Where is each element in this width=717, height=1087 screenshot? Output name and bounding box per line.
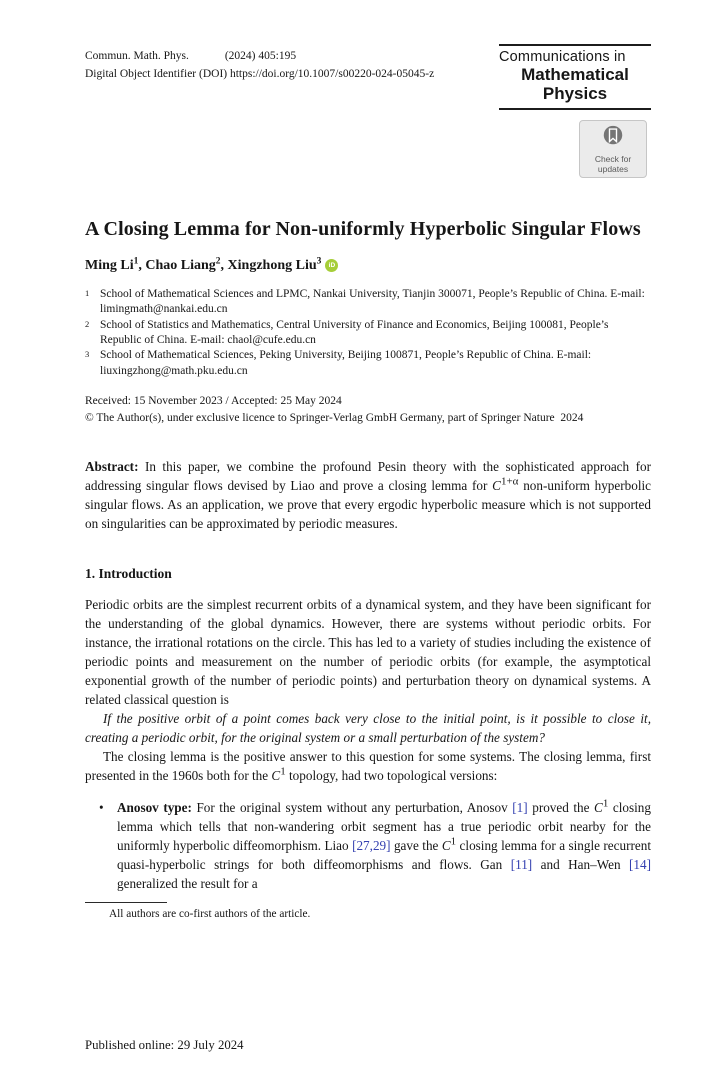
journal-logo: [499, 44, 651, 110]
citation-link[interactable]: [1]: [512, 799, 528, 815]
bookmark-icon: [601, 124, 625, 153]
journal-branding: [499, 44, 651, 178]
affiliation-number: 3: [85, 349, 90, 360]
author-names: Ming Li$^1$, Chao Liang$^2$, Xingzhong Liu$^3$: [85, 256, 322, 273]
check-for-updates-label: Check for updates: [594, 154, 632, 175]
citation-link[interactable]: [11]: [510, 856, 533, 872]
topological-versions-list: [85, 798, 651, 893]
affiliation-number: 2: [85, 318, 90, 329]
received-accepted-line: Received: 15 November 2023 / Accepted: 25 May 2024: [85, 395, 342, 408]
journal-reference-block: [85, 44, 434, 84]
footnote-block: [85, 902, 651, 920]
affiliation-item: [85, 287, 651, 318]
article-meta: [85, 393, 651, 426]
copyright-line: © The Author(s), under exclusive licence to Springer-Verlag GmbH Germany, part of Springer Nature 2024: [85, 411, 584, 424]
footnote-divider: [85, 902, 167, 903]
affiliation-text: School of Statistics and Mathematics, Central University of Finance and Economics, Beijing 100081, People’s Republic of China. E-mail: chaol@cufe.edu.cn: [100, 318, 609, 347]
citation-link[interactable]: [14]: [629, 856, 651, 872]
affiliation-text: School of Mathematical Sciences, Peking University, Beijing 100871, People’s Republic of China. E-mail: liuxingzhong@math.pku.edu.cn: [100, 349, 592, 377]
issue-reference: (2024) 405:195: [224, 50, 297, 62]
affiliation-item: [85, 348, 651, 379]
affiliations-list: [85, 287, 651, 379]
section-heading-introduction: 1. Introduction: [85, 565, 172, 581]
journal-reference-line: [85, 48, 434, 66]
affiliation-item: [85, 318, 651, 349]
footnote-text: All authors are co-first authors of the article.: [109, 907, 311, 920]
intro-question-paragraph: If the positive orbit of a point comes back very close to the initial point, is it possible to close it, creating a periodic orbit, for the original system or a small perturbation of the system?: [85, 710, 651, 745]
journal-abbrev: Commun. Math. Phys.: [85, 50, 189, 62]
journal-logo-line2: Mathematical: [521, 65, 629, 84]
intro-paragraph-1: Periodic orbits are the simplest recurrent orbits of a dynamical system, and they have been significant for the understanding of the global dynamics. However, there are systems without periodic orbits. For instance, the irrational rotations on the circle. This has led to a variety of studies including the existence of periodic points and measurement on the number of periodic orbits (for example, the asymptotical exponential growth of the number of periodic points) and perturbation theory on dynamical systems. A related classical question is: [85, 596, 651, 707]
article-title: A Closing Lemma for Non-uniformly Hyperbolic Singular Flows: [85, 218, 641, 241]
intro-paragraph-2: The closing lemma is the positive answer to this question for some systems. The closing lemma, first presented in the 1960s both for the $C^1$ topology, had two topological versions:: [85, 748, 651, 783]
journal-logo-line1: Communications in: [499, 49, 626, 65]
authors-line: [85, 258, 651, 274]
check-for-updates-badge[interactable]: [579, 120, 647, 178]
list-item-text: Anosov type: For the original system without any perturbation, Anosov [1] proved the $C^1$ closing lemma which tells that non-wandering orbit segment has a true periodic orbit nearby for the uniformly hyperbolic diffeomorphism. Liao [27,29] gave the $C^1$ closing lemma for a single recurrent quasi-hyperbolic strings for both diffeomorphisms and flows. Gan [11] and Han–Wen [14] generalized the result for a: [117, 797, 651, 891]
affiliation-text: School of Mathematical Sciences and LPMC, Nankai University, Tianjin 300071, People’s Republic of China. E-mail: limingmath@nankai.edu.cn: [100, 287, 645, 316]
orcid-icon[interactable]: iD: [325, 259, 338, 272]
doi-link[interactable]: Digital Object Identifier (DOI) https://doi.org/10.1007/s00220-024-05045-z: [85, 67, 435, 80]
bullet-icon: •: [99, 799, 104, 815]
list-item-anosov-type: [85, 798, 651, 893]
citation-link[interactable]: [27,29]: [352, 837, 391, 853]
affiliation-number: 1: [85, 287, 90, 298]
abstract-paragraph: Abstract: In this paper, we combine the profound Pesin theory with the sophisticated approach for addressing singular flows devised by Liao and prove a closing lemma for $C^{1+\alpha}$ non-uniform hyperbolic singular flows. As an application, we prove that every ergodic hyperbolic measure which is not supported on singularities can be approximated by periodic measures.: [85, 458, 651, 531]
published-online-line: Published online: 29 July 2024: [85, 1038, 244, 1052]
journal-logo-line3: Physics: [542, 84, 608, 104]
page-header: [85, 44, 651, 178]
